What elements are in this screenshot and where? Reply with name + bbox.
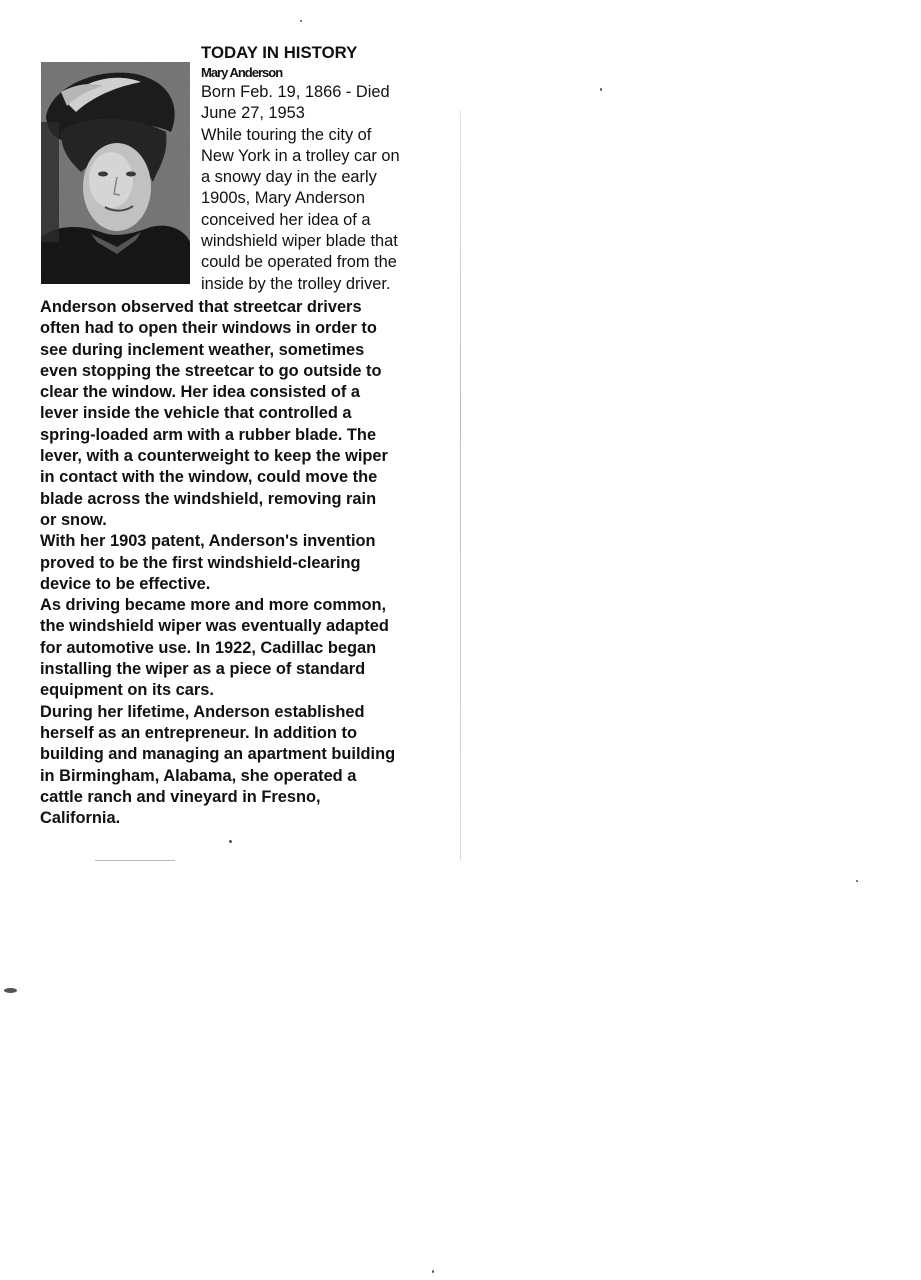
subject-name: Mary Anderson bbox=[201, 65, 283, 80]
body-line: lever inside the vehicle that controlled a bbox=[40, 404, 352, 423]
body-line: often had to open their windows in order to bbox=[40, 319, 377, 338]
body-line: cattle ranch and vineyard in Fresno, bbox=[40, 787, 321, 806]
paragraph-observation bbox=[40, 297, 460, 531]
lead-line: windshield wiper blade that bbox=[201, 232, 398, 251]
article-title: TODAY IN HISTORY bbox=[201, 43, 358, 62]
lead-line: Born Feb. 19, 1866 - Died bbox=[201, 83, 390, 101]
body-line: device to be effective. bbox=[40, 574, 211, 593]
lead-line: While touring the city of bbox=[201, 125, 372, 144]
body-line: building and managing an apartment building bbox=[40, 745, 396, 764]
lead-line: New York in a trolley car on bbox=[201, 146, 400, 165]
paragraph-automotive bbox=[40, 595, 460, 701]
body-line: or snow. bbox=[40, 510, 107, 529]
clipping-cut-line bbox=[95, 860, 175, 861]
body-line: clear the window. Her idea consisted of a bbox=[40, 383, 361, 402]
lead-line: 1900s, Mary Anderson bbox=[201, 189, 366, 208]
paragraph-patent bbox=[40, 531, 460, 595]
portrait-photo bbox=[41, 62, 190, 284]
lead-line: a snowy day in the early bbox=[201, 168, 377, 187]
body-line: see during inclement weather, sometimes bbox=[40, 340, 365, 359]
body-line: lever, with a counterweight to keep the wiper bbox=[40, 447, 388, 466]
scan-speck bbox=[229, 840, 232, 843]
scan-speck bbox=[856, 880, 858, 882]
body-line: spring-loaded arm with a rubber blade. The bbox=[40, 425, 377, 444]
body-line: proved to be the first windshield-clearing bbox=[40, 553, 361, 572]
body-line: Anderson observed that streetcar drivers bbox=[40, 298, 362, 316]
body-line: the windshield wiper was eventually adapted bbox=[40, 617, 389, 636]
lead-line: inside by the trolley driver. bbox=[201, 274, 391, 293]
article-header bbox=[201, 42, 451, 295]
scan-speck bbox=[432, 1270, 434, 1273]
lead-line: could be operated from the bbox=[201, 253, 397, 272]
body-line: equipment on its cars. bbox=[40, 681, 214, 700]
body-line: With her 1903 patent, Anderson's invention bbox=[40, 532, 376, 551]
body-line: blade across the windshield, removing rain bbox=[40, 489, 377, 508]
scan-speck bbox=[4, 988, 17, 993]
body-line: As driving became more and more common, bbox=[40, 596, 387, 615]
body-line: installing the wiper as a piece of standard bbox=[40, 660, 366, 679]
lead-line: June 27, 1953 bbox=[201, 104, 305, 123]
scan-speck bbox=[600, 88, 602, 91]
body-line: for automotive use. In 1922, Cadillac began bbox=[40, 638, 377, 657]
paragraph-entrepreneur bbox=[40, 702, 460, 830]
body-line: even stopping the streetcar to go outside to bbox=[40, 361, 382, 380]
body-line: During her lifetime, Anderson established bbox=[40, 702, 365, 721]
body-line: herself as an entrepreneur. In addition to bbox=[40, 723, 357, 742]
clipping-edge-line bbox=[460, 110, 461, 860]
body-line: in contact with the window, could move the bbox=[40, 468, 378, 487]
body-line: in Birmingham, Alabama, she operated a bbox=[40, 766, 357, 785]
lead-line: conceived her idea of a bbox=[201, 210, 371, 229]
article-body bbox=[40, 297, 460, 829]
body-line: California. bbox=[40, 809, 121, 828]
scan-speck bbox=[300, 20, 302, 22]
